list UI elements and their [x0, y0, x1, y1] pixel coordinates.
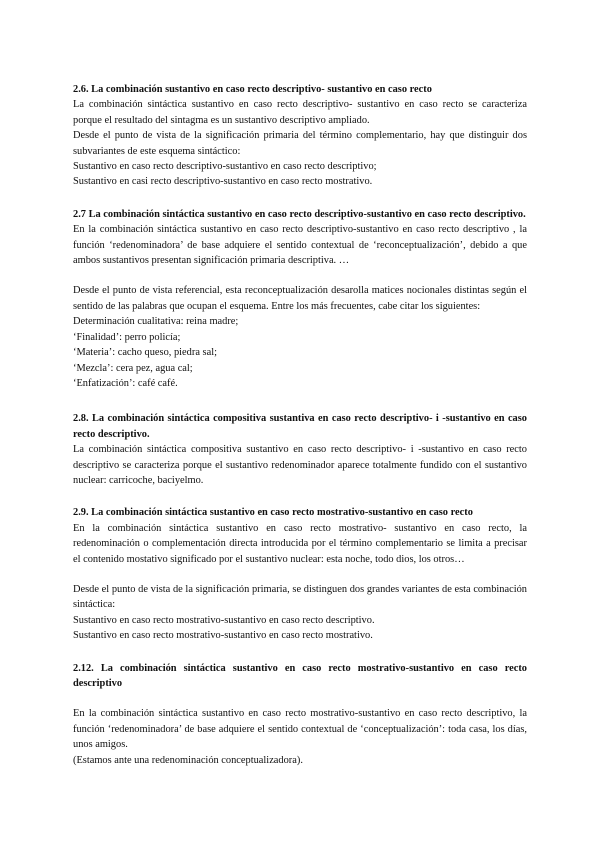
- section-2-6-line-1: Sustantivo en caso recto descriptivo-sustantivo en caso recto descriptivo;: [73, 161, 377, 173]
- section-2-6-paragraph: La combinación sintáctica sustantivo en caso recto descriptivo- sustantivo en caso recto se caracteriza porque el resultado del sintagma es un sustantivo descriptivo ampliado.: [73, 99, 527, 126]
- section-heading-2-7: 2.7 La combinación sintáctica sustantivo en caso recto descriptivo-sustantivo en caso recto descriptivo.: [73, 208, 526, 220]
- section-2-7-paragraph: En la combinación sintáctica sustantivo en caso recto descriptivo-sustantivo en caso recto descriptivo , la función ‘redenominadora’ de base adquiere el sentido contextual de ‘reconceptualización’, debido a que ambos sustantivos presentan significación primaria descriptiva. …: [73, 224, 527, 267]
- section-2-7-line-1: Determinación cualitativa: reina madre;: [73, 316, 239, 328]
- section-2-12-paragraph: En la combinación sintáctica sustantivo en caso recto mostrativo-sustantivo en caso recto descriptivo, la función ‘redenominadora’ de base adquiere el sentido contextual de ‘conceptualización’: toda casa, los días, unos amigos.: [73, 708, 527, 751]
- section-2-7-line-4: ‘Mezcla’: cera pez, agua cal;: [73, 362, 193, 374]
- section-2-9-line-2: Sustantivo en caso recto mostrativo-sustantivo en caso recto mostrativo.: [73, 630, 373, 642]
- section-2-12-line-1: (Estamos ante una redenominación conceptualizadora).: [73, 754, 303, 766]
- section-2-6-line-2: Sustantivo en casi recto descriptivo-sustantivo en caso recto mostrativo.: [73, 176, 373, 188]
- section-2-9-paragraph-2: Desde el punto de vista de la significación primaria, se distinguen dos grandes variantes de esta combinación sintáctica:: [73, 583, 527, 611]
- section-2-9-paragraph: En la combinación sintáctica sustantivo en caso recto mostrativo- sustantivo en caso recto, la redenominación o complementación directa introducida por el término complementario se limita a precisar el contenido mostativo significado por el sustantivo nuclear: esta noche, todo dios, los otros…: [73, 522, 527, 565]
- section-heading-2-9: 2.9. La combinación sintáctica sustantivo en caso recto mostrativo-sustantivo en caso recto: [73, 507, 473, 519]
- section-heading-2-12: 2.12. La combinación sintáctica sustantivo en caso recto mostrativo-sustantivo en caso recto descriptivo: [73, 662, 527, 689]
- section-2-7-line-2: ‘Finalidad’: perro policía;: [73, 331, 181, 343]
- section-heading-2-8: 2.8. La combinación sintáctica compositiva sustantiva en caso recto descriptivo- i -sustantivo en caso recto descriptivo.: [73, 413, 527, 440]
- section-2-6-paragraph-2: Desde el punto de vista de la significación primaria del término complementario, hay que distinguir dos subvariantes de este esquema sintáctico:: [73, 130, 527, 157]
- section-heading-2-6: 2.6. La combinación sustantivo en caso recto descriptivo- sustantivo en caso recto: [73, 84, 432, 95]
- section-2-9-line-1: Sustantivo en caso recto mostrativo-sustantivo en caso recto descriptivo.: [73, 614, 375, 626]
- section-2-8-paragraph: La combinación sintáctica compositiva sustantivo en caso recto descriptivo- i -sustantivo en caso recto descriptivo se caracteriza porque el sustantivo redenominador aparece totalmente fundido con el sustantivo nuclear: carricoche, baciyelmo.: [73, 444, 527, 486]
- section-2-7-paragraph-2: Desde el punto de vista referencial, esta reconceptualización desarolla matices nocionales distintas según el sentido de las palabras que ocupan el esquema. Entre los más frecuentes, cabe citar los siguientes:: [73, 285, 527, 312]
- document-page: [73, 82, 527, 768]
- section-2-7-line-3: ‘Materia’: cacho queso, piedra sal;: [73, 347, 217, 359]
- section-2-7-line-5: ‘Enfatización’: café café.: [73, 377, 178, 389]
